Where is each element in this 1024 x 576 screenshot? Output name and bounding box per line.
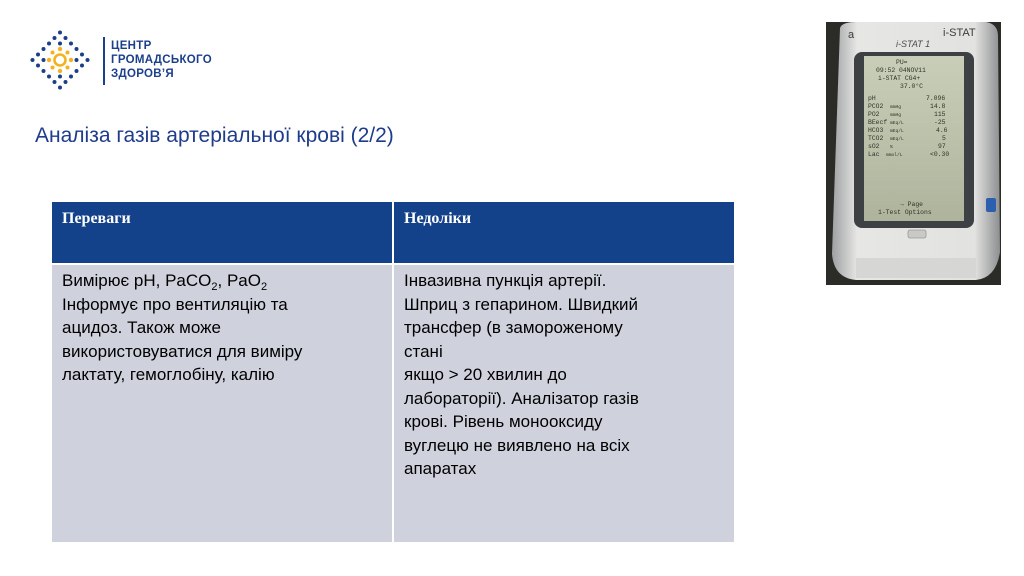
disadvantages-line: лабораторії). Аналізатор газів <box>404 388 639 408</box>
screen-unit: mmol/L <box>886 153 903 158</box>
disadvantages-line: Шприц з гепарином. Швидкий <box>404 294 639 314</box>
public-health-center-logo <box>30 30 100 90</box>
disadvantages-line: якщо > 20 хвилин до <box>404 365 567 384</box>
logo-divider <box>103 37 105 85</box>
text-span: , PaO <box>217 271 261 290</box>
screen-unit: % <box>890 145 893 150</box>
header-advantages: Переваги <box>52 202 393 264</box>
bluetooth-icon <box>986 198 996 212</box>
screen-value: 4.6 <box>936 127 948 134</box>
header-disadvantages: Недоліки <box>393 202 734 264</box>
advantages-line-1 <box>62 269 384 293</box>
logo-line: ЗДОРОВ’Я <box>111 68 174 80</box>
advantages-cell <box>52 264 393 542</box>
screen-footer: → Page <box>900 201 924 208</box>
analyzer-illustration <box>826 22 1001 285</box>
disadvantages-line: крові. Рівень монооксиду <box>404 412 603 431</box>
screen-value: 14.8 <box>930 103 946 110</box>
pros-cons-table <box>52 202 734 542</box>
disadvantages-line: стані <box>404 341 443 361</box>
screen-unit: mEq/L <box>890 129 904 134</box>
device-model-text: i-STAT 1 <box>896 39 931 49</box>
screen-param: PCO2 <box>868 103 884 110</box>
screen-value: 5 <box>942 135 946 142</box>
subscript: 2 <box>260 281 268 293</box>
screen-footer: 1-Test Options <box>878 209 932 216</box>
screen-param: pH <box>868 95 876 102</box>
blood-gas-analyzer-photo <box>826 22 1001 285</box>
advantages-line: ацидоз. Також може <box>62 318 221 337</box>
subscript: 2 <box>211 281 218 293</box>
screen-unit: mmHg <box>890 105 902 110</box>
disadvantages-line: апаратах <box>404 459 477 478</box>
device-brand-text: i-STAT <box>943 27 976 39</box>
screen-param: BEecf <box>868 119 888 126</box>
advantages-line: використовуватися для виміру <box>62 341 303 361</box>
logo-wordmark <box>111 39 212 81</box>
screen-param: HCO3 <box>868 127 884 134</box>
screen-param: PO2 <box>868 111 880 118</box>
screen-param: TCO2 <box>868 135 884 142</box>
text-span: Вимірює pH, PaCO <box>62 271 212 290</box>
screen-header: PU= <box>896 59 908 66</box>
screen-header: 37.0°C <box>900 83 924 90</box>
advantages-line: Інформує про вентиляцію та <box>62 294 288 314</box>
logo-line: ГРОМАДСЬКОГО <box>111 54 212 66</box>
disadvantages-line: вуглецю не виявлено на всіх <box>404 435 630 455</box>
device-button <box>908 230 926 238</box>
device-logo-text: a <box>848 29 855 41</box>
screen-value: 7.096 <box>926 95 946 102</box>
slide-title: Аналіза газів артеріальної крові (2/2) <box>35 124 394 147</box>
screen-param: Lac <box>868 151 880 158</box>
screen-value: 115 <box>934 111 946 118</box>
advantages-line: лактату, гемоглобіну, калію <box>62 365 275 384</box>
disadvantages-line: Інвазивна пункція артерії. <box>404 271 607 290</box>
disadvantages-line: трансфер (в замороженому <box>404 318 623 337</box>
screen-header: 09:52 04NOV11 <box>876 67 926 74</box>
screen-header: i-STAT CG4+ <box>878 75 921 82</box>
logo-line: ЦЕНТР <box>111 40 152 52</box>
screen-param: sO2 <box>868 143 880 150</box>
screen-unit: mEq/L <box>890 121 904 126</box>
screen-value: 97 <box>938 143 946 150</box>
screen-unit: mEq/L <box>890 137 904 142</box>
screen-value: <0.30 <box>930 151 950 158</box>
screen-unit: mmHg <box>890 113 902 118</box>
disadvantages-cell <box>393 264 734 542</box>
screen-value: -25 <box>934 119 946 126</box>
